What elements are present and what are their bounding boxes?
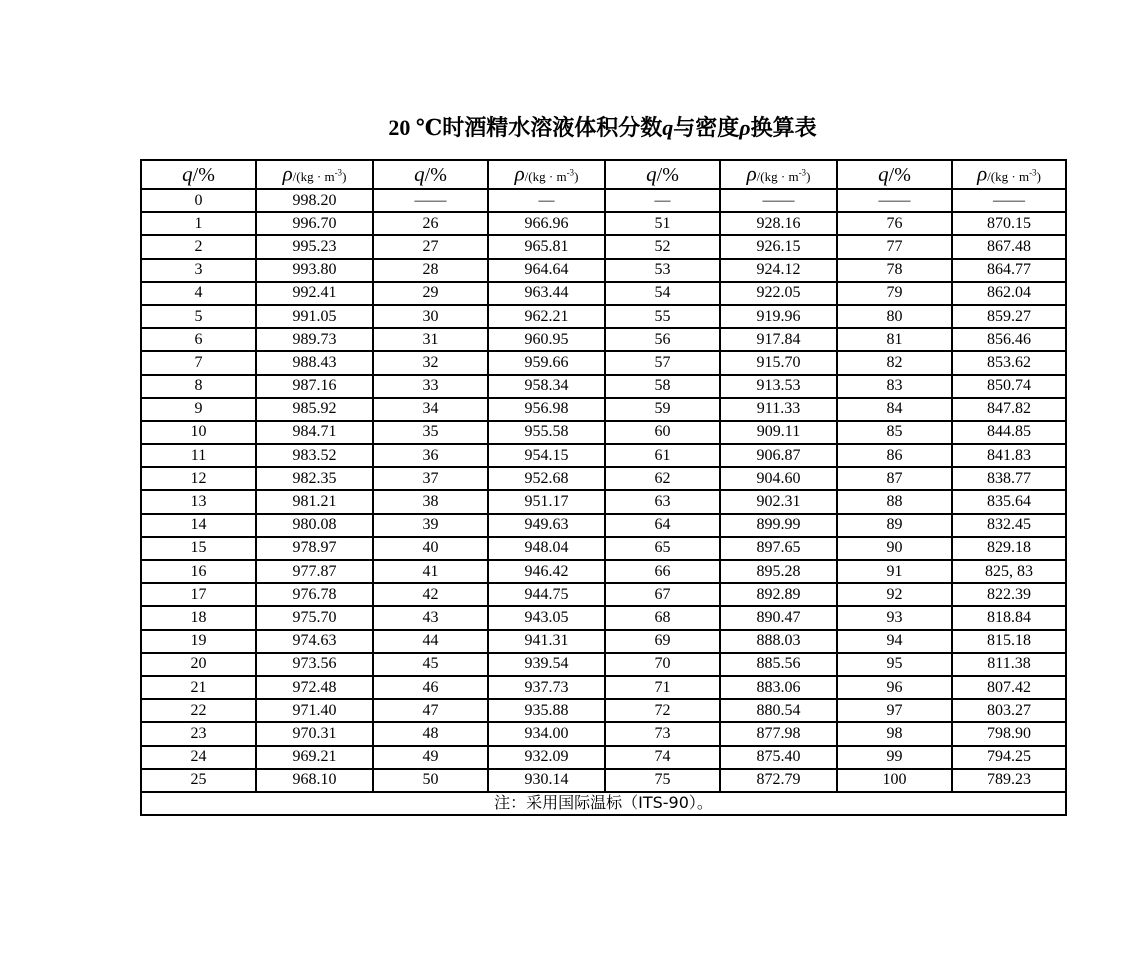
- volume-fraction-cell: 84: [837, 398, 952, 421]
- volume-fraction-cell: 12: [141, 467, 256, 490]
- density-cell: 862.04: [952, 282, 1066, 305]
- density-cell: 822.39: [952, 583, 1066, 606]
- rho-unit: $/(kg \cdot m^{-3})$: [524, 167, 579, 184]
- volume-fraction-cell: 51: [605, 212, 720, 235]
- density-cell: 988.43: [256, 351, 373, 374]
- density-cell: 958.34: [488, 375, 605, 398]
- density-cell: 880.54: [720, 699, 837, 722]
- density-cell: 924.12: [720, 259, 837, 282]
- density-cell: 856.46: [952, 328, 1066, 351]
- density-cell: 825, 83: [952, 560, 1066, 583]
- volume-fraction-cell: 73: [605, 722, 720, 745]
- density-cell: 984.71: [256, 421, 373, 444]
- volume-fraction-cell: 54: [605, 282, 720, 305]
- volume-fraction-cell: 35: [373, 421, 488, 444]
- density-cell: 930.14: [488, 769, 605, 792]
- volume-fraction-cell: 7: [141, 351, 256, 374]
- table-cell: 998.20: [256, 189, 373, 212]
- rho-symbol: ρ: [282, 161, 293, 186]
- col-header-rho: [256, 160, 373, 189]
- density-cell: 915.70: [720, 351, 837, 374]
- density-cell: 922.05: [720, 282, 837, 305]
- density-cell: 877.98: [720, 722, 837, 745]
- volume-fraction-cell: 80: [837, 305, 952, 328]
- density-cell: 811.38: [952, 653, 1066, 676]
- volume-fraction-cell: 49: [373, 746, 488, 769]
- volume-fraction-cell: 48: [373, 722, 488, 745]
- density-cell: 844.85: [952, 421, 1066, 444]
- density-cell: 995.23: [256, 235, 373, 258]
- title-prefix: 20 ℃时酒精水溶液体积分数: [388, 115, 663, 140]
- density-cell: 996.70: [256, 212, 373, 235]
- density-cell: 883.06: [720, 676, 837, 699]
- density-cell: 870.15: [952, 212, 1066, 235]
- header-row: [141, 160, 1066, 189]
- density-cell: 867.48: [952, 235, 1066, 258]
- volume-fraction-cell: 44: [373, 630, 488, 653]
- volume-fraction-cell: 1: [141, 212, 256, 235]
- volume-fraction-cell: 88: [837, 490, 952, 513]
- table-row: [141, 653, 1066, 676]
- volume-fraction-cell: 53: [605, 259, 720, 282]
- density-cell: 888.03: [720, 630, 837, 653]
- density-cell: 928.16: [720, 212, 837, 235]
- density-cell: 982.35: [256, 467, 373, 490]
- density-cell: 815.18: [952, 630, 1066, 653]
- density-cell: 969.21: [256, 746, 373, 769]
- table-row: [141, 560, 1066, 583]
- q-symbol: q: [878, 162, 889, 186]
- volume-fraction-cell: 65: [605, 537, 720, 560]
- volume-fraction-cell: 89: [837, 514, 952, 537]
- volume-fraction-cell: 85: [837, 421, 952, 444]
- volume-fraction-cell: 67: [605, 583, 720, 606]
- density-cell: 974.63: [256, 630, 373, 653]
- q-unit: /%: [424, 164, 447, 186]
- table-cell-empty: ——: [837, 189, 952, 212]
- table-row: [141, 467, 1066, 490]
- table-row: [141, 490, 1066, 513]
- density-cell: 832.45: [952, 514, 1066, 537]
- volume-fraction-cell: 56: [605, 328, 720, 351]
- volume-fraction-cell: 87: [837, 467, 952, 490]
- table-row: [141, 676, 1066, 699]
- table-note: 注：采用国际温标（ITS-90）。: [141, 792, 1066, 815]
- volume-fraction-cell: 3: [141, 259, 256, 282]
- volume-fraction-cell: 6: [141, 328, 256, 351]
- density-cell: 978.97: [256, 537, 373, 560]
- density-cell: 899.99: [720, 514, 837, 537]
- density-cell: 977.87: [256, 560, 373, 583]
- density-cell: 909.11: [720, 421, 837, 444]
- volume-fraction-cell: 93: [837, 606, 952, 629]
- table-row: [141, 212, 1066, 235]
- density-cell: 989.73: [256, 328, 373, 351]
- volume-fraction-cell: 68: [605, 606, 720, 629]
- volume-fraction-cell: 72: [605, 699, 720, 722]
- rho-symbol: ρ: [746, 161, 757, 186]
- q-symbol: q: [646, 162, 657, 186]
- title-var-rho: ρ: [739, 115, 751, 140]
- rho-unit: $/(kg \cdot m^{-3})$: [987, 167, 1041, 184]
- density-cell: 968.10: [256, 769, 373, 792]
- density-cell: 803.27: [952, 699, 1066, 722]
- rho-symbol: ρ: [514, 161, 525, 186]
- density-cell: 955.58: [488, 421, 605, 444]
- volume-fraction-cell: 83: [837, 375, 952, 398]
- density-cell: 932.09: [488, 746, 605, 769]
- density-cell: 789.23: [952, 769, 1066, 792]
- volume-fraction-cell: 58: [605, 375, 720, 398]
- density-cell: 991.05: [256, 305, 373, 328]
- volume-fraction-cell: 21: [141, 676, 256, 699]
- volume-fraction-cell: 60: [605, 421, 720, 444]
- density-cell: 885.56: [720, 653, 837, 676]
- density-cell: 970.31: [256, 722, 373, 745]
- volume-fraction-cell: 24: [141, 746, 256, 769]
- density-cell: 939.54: [488, 653, 605, 676]
- rho-symbol: ρ: [977, 161, 988, 186]
- volume-fraction-cell: 28: [373, 259, 488, 282]
- volume-fraction-cell: 22: [141, 699, 256, 722]
- volume-fraction-cell: 52: [605, 235, 720, 258]
- volume-fraction-cell: 96: [837, 676, 952, 699]
- table-row: [141, 630, 1066, 653]
- volume-fraction-cell: 9: [141, 398, 256, 421]
- volume-fraction-cell: 86: [837, 444, 952, 467]
- volume-fraction-cell: 14: [141, 514, 256, 537]
- density-cell: 956.98: [488, 398, 605, 421]
- table-row: [141, 351, 1066, 374]
- table-row: [141, 189, 1066, 212]
- table-row: [141, 398, 1066, 421]
- density-cell: 946.42: [488, 560, 605, 583]
- table-cell-empty: ——: [373, 189, 488, 212]
- density-cell: 807.42: [952, 676, 1066, 699]
- density-cell: 853.62: [952, 351, 1066, 374]
- volume-fraction-cell: 34: [373, 398, 488, 421]
- density-cell: 913.53: [720, 375, 837, 398]
- density-cell: 951.17: [488, 490, 605, 513]
- volume-fraction-cell: 18: [141, 606, 256, 629]
- table-cell-empty: ——: [952, 189, 1066, 212]
- table-cell: 0: [141, 189, 256, 212]
- density-cell: 987.16: [256, 375, 373, 398]
- volume-fraction-cell: 98: [837, 722, 952, 745]
- density-cell: 962.21: [488, 305, 605, 328]
- density-cell: 941.31: [488, 630, 605, 653]
- note-row: [141, 792, 1066, 815]
- volume-fraction-cell: 81: [837, 328, 952, 351]
- density-cell: 976.78: [256, 583, 373, 606]
- volume-fraction-cell: 15: [141, 537, 256, 560]
- table-row: [141, 305, 1066, 328]
- volume-fraction-cell: 75: [605, 769, 720, 792]
- volume-fraction-cell: 29: [373, 282, 488, 305]
- density-cell: 902.31: [720, 490, 837, 513]
- density-cell: 935.88: [488, 699, 605, 722]
- volume-fraction-cell: 20: [141, 653, 256, 676]
- density-cell: 875.40: [720, 746, 837, 769]
- density-cell: 985.92: [256, 398, 373, 421]
- table-row: [141, 444, 1066, 467]
- density-cell: 954.15: [488, 444, 605, 467]
- density-cell: 818.84: [952, 606, 1066, 629]
- table-row: [141, 328, 1066, 351]
- q-unit: /%: [192, 164, 215, 186]
- volume-fraction-cell: 16: [141, 560, 256, 583]
- volume-fraction-cell: 57: [605, 351, 720, 374]
- density-cell: 906.87: [720, 444, 837, 467]
- density-cell: 892.89: [720, 583, 837, 606]
- density-cell: 980.08: [256, 514, 373, 537]
- volume-fraction-cell: 92: [837, 583, 952, 606]
- volume-fraction-cell: 11: [141, 444, 256, 467]
- volume-fraction-cell: 17: [141, 583, 256, 606]
- volume-fraction-cell: 69: [605, 630, 720, 653]
- q-unit: /%: [888, 164, 911, 186]
- density-cell: 965.81: [488, 235, 605, 258]
- col-header-q: [373, 160, 488, 189]
- density-cell: 964.64: [488, 259, 605, 282]
- volume-fraction-cell: 26: [373, 212, 488, 235]
- volume-fraction-cell: 32: [373, 351, 488, 374]
- density-conversion-table: [140, 159, 1067, 816]
- col-header-rho: [952, 160, 1066, 189]
- volume-fraction-cell: 31: [373, 328, 488, 351]
- density-cell: 952.68: [488, 467, 605, 490]
- volume-fraction-cell: 100: [837, 769, 952, 792]
- density-cell: 971.40: [256, 699, 373, 722]
- volume-fraction-cell: 27: [373, 235, 488, 258]
- density-cell: 850.74: [952, 375, 1066, 398]
- density-cell: 981.21: [256, 490, 373, 513]
- col-header-rho: [488, 160, 605, 189]
- volume-fraction-cell: 97: [837, 699, 952, 722]
- density-cell: 864.77: [952, 259, 1066, 282]
- density-cell: 919.96: [720, 305, 837, 328]
- density-cell: 943.05: [488, 606, 605, 629]
- table-row: [141, 421, 1066, 444]
- table-row: [141, 537, 1066, 560]
- density-cell: 973.56: [256, 653, 373, 676]
- table-cell-empty: ——: [720, 189, 837, 212]
- volume-fraction-cell: 10: [141, 421, 256, 444]
- volume-fraction-cell: 19: [141, 630, 256, 653]
- density-cell: 937.73: [488, 676, 605, 699]
- volume-fraction-cell: 5: [141, 305, 256, 328]
- col-header-rho: [720, 160, 837, 189]
- volume-fraction-cell: 36: [373, 444, 488, 467]
- volume-fraction-cell: 63: [605, 490, 720, 513]
- volume-fraction-cell: 78: [837, 259, 952, 282]
- table-row: [141, 514, 1066, 537]
- volume-fraction-cell: 76: [837, 212, 952, 235]
- volume-fraction-cell: 91: [837, 560, 952, 583]
- density-cell: 841.83: [952, 444, 1066, 467]
- density-cell: 983.52: [256, 444, 373, 467]
- density-cell: 992.41: [256, 282, 373, 305]
- volume-fraction-cell: 42: [373, 583, 488, 606]
- density-cell: 838.77: [952, 467, 1066, 490]
- volume-fraction-cell: 50: [373, 769, 488, 792]
- density-cell: 794.25: [952, 746, 1066, 769]
- density-cell: 948.04: [488, 537, 605, 560]
- title-suffix: 换算表: [750, 115, 817, 140]
- volume-fraction-cell: 46: [373, 676, 488, 699]
- density-cell: 960.95: [488, 328, 605, 351]
- density-cell: 944.75: [488, 583, 605, 606]
- volume-fraction-cell: 59: [605, 398, 720, 421]
- q-unit: /%: [656, 164, 679, 186]
- volume-fraction-cell: 4: [141, 282, 256, 305]
- volume-fraction-cell: 94: [837, 630, 952, 653]
- table-row: [141, 235, 1066, 258]
- table-row: [141, 375, 1066, 398]
- density-cell: 972.48: [256, 676, 373, 699]
- volume-fraction-cell: 41: [373, 560, 488, 583]
- volume-fraction-cell: 95: [837, 653, 952, 676]
- volume-fraction-cell: 23: [141, 722, 256, 745]
- table-cell-empty: —: [605, 189, 720, 212]
- density-cell: 895.28: [720, 560, 837, 583]
- col-header-q: [837, 160, 952, 189]
- density-cell: 975.70: [256, 606, 373, 629]
- table-title: [140, 113, 1065, 143]
- density-cell: 926.15: [720, 235, 837, 258]
- volume-fraction-cell: 90: [837, 537, 952, 560]
- volume-fraction-cell: 74: [605, 746, 720, 769]
- col-header-q: [605, 160, 720, 189]
- volume-fraction-cell: 77: [837, 235, 952, 258]
- density-cell: 859.27: [952, 305, 1066, 328]
- table-row: [141, 282, 1066, 305]
- volume-fraction-cell: 61: [605, 444, 720, 467]
- density-cell: 890.47: [720, 606, 837, 629]
- volume-fraction-cell: 71: [605, 676, 720, 699]
- volume-fraction-cell: 99: [837, 746, 952, 769]
- title-var-q: q: [662, 115, 674, 140]
- table-row: [141, 746, 1066, 769]
- density-cell: 959.66: [488, 351, 605, 374]
- table-row: [141, 699, 1066, 722]
- table-body: [141, 189, 1066, 792]
- volume-fraction-cell: 70: [605, 653, 720, 676]
- density-cell: 934.00: [488, 722, 605, 745]
- density-cell: 798.90: [952, 722, 1066, 745]
- density-cell: 872.79: [720, 769, 837, 792]
- table-cell-empty: —: [488, 189, 605, 212]
- volume-fraction-cell: 66: [605, 560, 720, 583]
- volume-fraction-cell: 82: [837, 351, 952, 374]
- density-cell: 911.33: [720, 398, 837, 421]
- volume-fraction-cell: 55: [605, 305, 720, 328]
- volume-fraction-cell: 39: [373, 514, 488, 537]
- volume-fraction-cell: 38: [373, 490, 488, 513]
- col-header-q: [141, 160, 256, 189]
- volume-fraction-cell: 40: [373, 537, 488, 560]
- volume-fraction-cell: 45: [373, 653, 488, 676]
- table-row: [141, 583, 1066, 606]
- volume-fraction-cell: 13: [141, 490, 256, 513]
- volume-fraction-cell: 43: [373, 606, 488, 629]
- density-cell: 904.60: [720, 467, 837, 490]
- density-cell: 829.18: [952, 537, 1066, 560]
- rho-unit: $/(kg \cdot m^{-3})$: [292, 167, 347, 184]
- density-cell: 835.64: [952, 490, 1066, 513]
- density-cell: 917.84: [720, 328, 837, 351]
- density-cell: 966.96: [488, 212, 605, 235]
- volume-fraction-cell: 79: [837, 282, 952, 305]
- volume-fraction-cell: 62: [605, 467, 720, 490]
- table-row: [141, 606, 1066, 629]
- volume-fraction-cell: 30: [373, 305, 488, 328]
- volume-fraction-cell: 37: [373, 467, 488, 490]
- q-symbol: q: [414, 162, 425, 186]
- density-cell: 963.44: [488, 282, 605, 305]
- table-row: [141, 722, 1066, 745]
- title-middle: 与密度: [673, 115, 740, 140]
- volume-fraction-cell: 25: [141, 769, 256, 792]
- density-cell: 949.63: [488, 514, 605, 537]
- volume-fraction-cell: 64: [605, 514, 720, 537]
- volume-fraction-cell: 33: [373, 375, 488, 398]
- density-cell: 897.65: [720, 537, 837, 560]
- q-symbol: q: [182, 162, 193, 186]
- volume-fraction-cell: 2: [141, 235, 256, 258]
- density-cell: 993.80: [256, 259, 373, 282]
- rho-unit: $/(kg \cdot m^{-3})$: [756, 167, 811, 184]
- volume-fraction-cell: 47: [373, 699, 488, 722]
- volume-fraction-cell: 8: [141, 375, 256, 398]
- table-row: [141, 259, 1066, 282]
- table-row: [141, 769, 1066, 792]
- density-cell: 847.82: [952, 398, 1066, 421]
